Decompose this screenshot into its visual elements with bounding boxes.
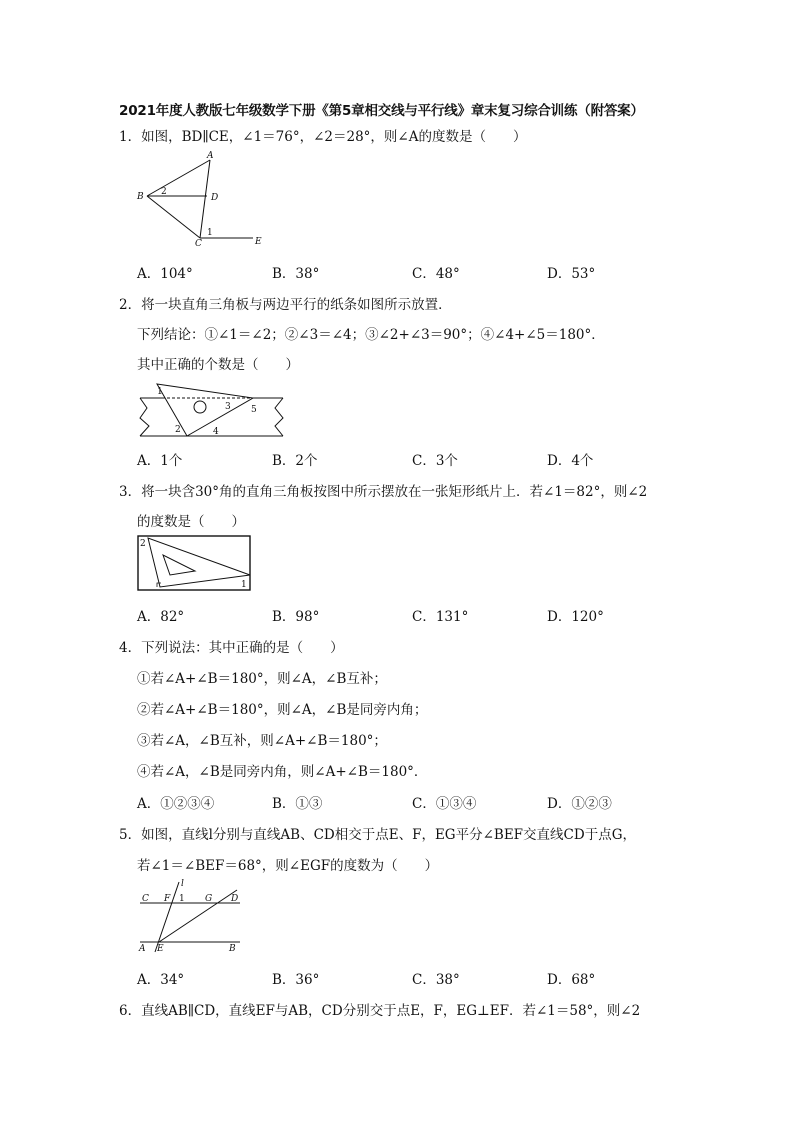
q5-label-G: G (205, 894, 213, 904)
q1-option-a[interactable]: A．104° (137, 266, 193, 282)
q1-option-d[interactable]: D．53° (547, 266, 596, 282)
q2-line-0: 2．将一块直角三角板与两边平行的纸条如图所示放置． (119, 297, 452, 313)
q3-line-1: 的度数是（ ） (137, 514, 245, 530)
q2-label-angle5: 5 (251, 405, 257, 415)
q5-option-a[interactable]: A．34° (137, 972, 185, 988)
q5-option-c[interactable]: C．38° (412, 972, 460, 988)
q6-line-0: 6．直线AB∥CD，直线EF与AB，CD分别交于点E，F，EG⊥EF．若∠1＝58°，则∠2 (119, 1003, 641, 1019)
q4-line-3: ③若∠A，∠B互补，则∠A+∠B＝180°； (137, 733, 387, 749)
q2-option-a[interactable]: A．1个 (137, 453, 183, 469)
q5-option-b[interactable]: B．36° (272, 972, 320, 988)
q1-label-C: C (195, 239, 202, 248)
q1-label-D: D (211, 193, 219, 203)
q4-line-2: ②若∠A+∠B＝180°，则∠A，∠B是同旁内角； (137, 702, 428, 718)
q2-line-2: 其中正确的个数是（ ） (137, 357, 299, 373)
q2-label-angle4: 4 (213, 427, 219, 437)
q1-option-b[interactable]: B．38° (272, 266, 320, 282)
q3-option-c[interactable]: C．131° (412, 609, 469, 625)
q2-option-d[interactable]: D．4个 (547, 453, 594, 469)
q3-option-a[interactable]: A．82° (137, 609, 185, 625)
q1-label-angle2: 2 (161, 187, 167, 197)
q2-option-c[interactable]: C．3个 (412, 453, 458, 469)
q4-option-a[interactable]: A．①②③④ (137, 796, 215, 812)
q1-figure (135, 148, 270, 248)
q3-line-0: 3．将一块含30°角的直角三角板按图中所示摆放在一张矩形纸片上．若∠1＝82°，则∠2 (119, 484, 648, 500)
q5-label-B: B (229, 944, 236, 954)
q4-line-4: ④若∠A，∠B是同旁内角，则∠A+∠B＝180°． (137, 764, 428, 780)
q3-option-b[interactable]: B．98° (272, 609, 320, 625)
q5-label-F: F (164, 894, 171, 904)
q4-option-b[interactable]: B．①③ (272, 796, 323, 812)
q5-label-C: C (142, 894, 149, 904)
q4-option-d[interactable]: D．①②③ (547, 796, 612, 812)
q2-label-angle3: 3 (225, 402, 231, 412)
q2-option-b[interactable]: B．2个 (272, 453, 318, 469)
q3-figure (135, 533, 255, 593)
q1-label-angle1: 1 (207, 228, 213, 238)
q1-option-c[interactable]: C．48° (412, 266, 460, 282)
q5-option-d[interactable]: D．68° (547, 972, 596, 988)
q5-figure (135, 876, 250, 954)
q3-option-d[interactable]: D．120° (547, 609, 604, 625)
q5-label-l: l (181, 879, 184, 889)
q1-line-0: 1．如图，BD∥CE，∠1＝76°，∠2＝28°，则∠A的度数是（ ） (119, 129, 527, 145)
q4-option-c[interactable]: C．①③④ (412, 796, 477, 812)
q1-label-E: E (255, 237, 262, 247)
q3-label-angle1: 1 (241, 580, 247, 590)
q1-label-A: A (207, 151, 214, 161)
q5-label-D: D (231, 894, 239, 904)
q2-label-angle1: 1 (157, 387, 163, 397)
q3-label-angle2: 2 (140, 539, 146, 549)
q4-line-1: ①若∠A+∠B＝180°，则∠A，∠B互补； (137, 671, 387, 687)
q1-label-B: B (137, 192, 144, 202)
page-title: 2021年度人教版七年级数学下册《第5章相交线与平行线》章末复习综合训练（附答案） (119, 103, 644, 119)
q2-figure (135, 378, 285, 440)
q4-line-0: 4．下列说法：其中正确的是（ ） (119, 640, 344, 656)
q5-line-1: 若∠1＝∠BEF＝68°，则∠EGF的度数为（ ） (137, 858, 439, 874)
q2-label-angle2: 2 (175, 425, 181, 435)
q5-label-E: E (157, 944, 164, 954)
q5-label-A: A (139, 944, 146, 954)
q5-line-0: 5．如图，直线l分别与直线AB、CD相交于点E、F，EG平分∠BEF交直线CD于点G， (119, 827, 636, 843)
q2-line-1: 下列结论：①∠1＝∠2；②∠3＝∠4；③∠2+∠3＝90°；④∠4+∠5＝180°． (137, 327, 605, 343)
q5-label-angle1: 1 (179, 894, 185, 904)
